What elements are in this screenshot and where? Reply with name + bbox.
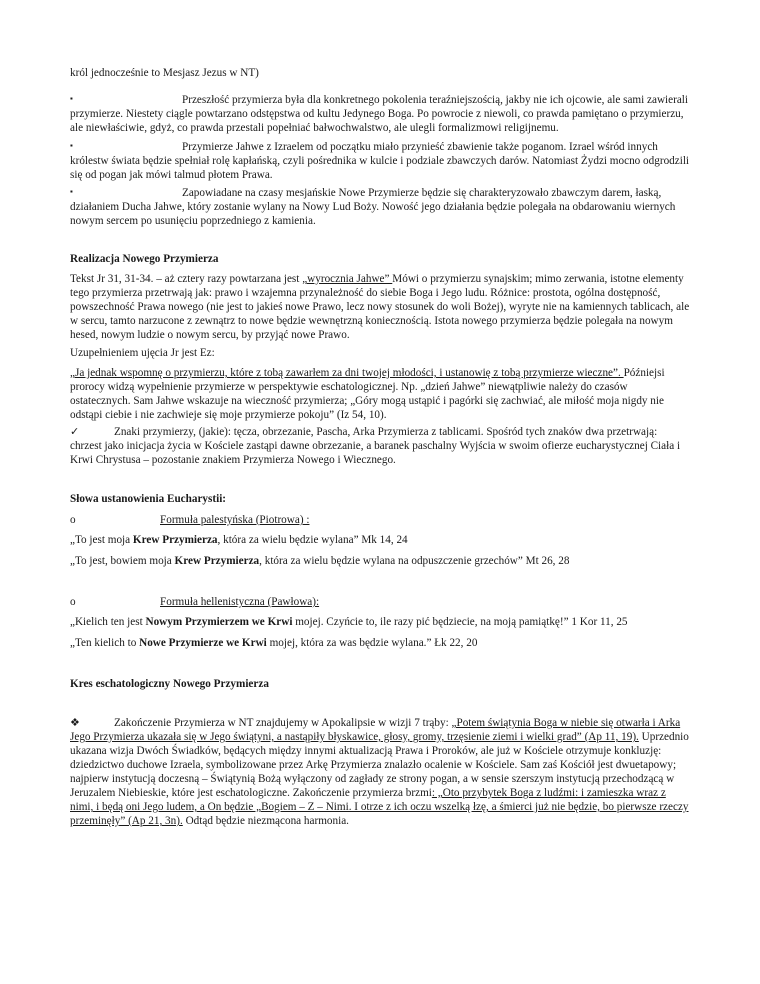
paragraph-signs: ✓ Znaki przymierzy, (jakie): tęcza, obrzezanie, Pascha, Arka Przymierza z tablicami. Spośród tych znaków dwa przetrwają: chrzest jako inicjacja życia w Kościele zastąpi dawne obrzezanie, a baranek paschalny Wyjścia w swoim ofierze eucharystycznej Ciała i Krwi Chrystusa – pozostanie znakiem Przymierza Nowego i Wiecznego. — [70, 426, 681, 466]
square-bullet-icon: ▪ — [70, 141, 73, 150]
bullet-paragraph-2: ▪ Przymierze Jahwe z Izraelem od początku miało przynieść zbawienie także poganom. Izrael wśród innych królestw świata będzie spełniał rolę kapłańską, czyli pośrednika w kulcie i podziale zbawczych darów. Natomiast Żydzi mocno odgrodzili się od pogan jak mówi talmud płotem Prawa. — [70, 141, 690, 181]
section-heading-realizacja: Realizacja Nowego Przymierza — [70, 253, 219, 265]
formula-palestinian: o Formuła palestyńska (Piotrowa) : — [70, 514, 310, 526]
paragraph-ez-intro: Uzupełnieniem ujęcia Jr jest Ez: — [70, 347, 215, 359]
quote-1kor: „Kielich ten jest Nowym Przymierzem we Krwi mojej. Czyńcie to, ile razy pić będziecie, na moją pamiątkę!” 1 Kor 11, 25 — [70, 616, 628, 628]
quote-mt: „To jest, bowiem moja Krew Przymierza, która za wielu będzie wylana na odpuszczenie grzechów” Mt 26, 28 — [70, 555, 570, 567]
paragraph-ez-quote: „Ja jednak wspomnę o przymierzu, które z tobą zawarłem za dni twojej młodości, i ustanowię z tobą przymierze wieczne”. Późniejsi prorocy widzą wypełnienie przymierze w perspektywie eschatologicznej. Np. „dzień Jahwe” niewątpliwie należy do czasów ostatecznych. Sam Jahwe wskazuje na wieczność przymierza; „Góry mogą ustąpić i pagórki się zachwiać, ale miłość moja nigdy nie odstąpi ciebie i nie zachwieje się moje przymierze pokoju” (Iz 54, 10). — [70, 367, 665, 421]
section-heading-kres: Kres eschatologiczny Nowego Przymierza — [70, 678, 269, 690]
diamond-bullet-icon: ❖ — [70, 717, 81, 729]
bullet-paragraph-3: ▪ Zapowiadane na czasy mesjańskie Nowe Przymierze będzie się charakteryzowało zbawczym darem, łaską, działaniem Ducha Jahwe, który zostanie wylany na Nowy Lud Boży. Nowość jego działania będzie polegała na obdarowaniu wiernych nowym sercem po usunięciu poprzedniego z kamienia. — [70, 187, 676, 227]
bullet-paragraph-1: ▪ Przeszłość przymierza była dla konkretnego pokolenia teraźniejszością, jakby nie ich ojcowie, ale sami zawierali przymierze. Niestety ciągle powtarzano odstępstwa od kultu Jedynego Boga. Po powrocie z niewoli, co prawda pamiętano o przymierzu, ale niewłaściwie, gdyż, co prawda przestali popełniać bałwochwalstwo, ale ulegli formalizmowi religijnemu. — [70, 94, 689, 134]
checkmark-icon: ✓ — [70, 426, 80, 438]
circle-bullet-icon: o — [70, 596, 76, 608]
intro-line: król jednocześnie to Mesjasz Jezus w NT) — [70, 67, 259, 79]
square-bullet-icon: ▪ — [70, 187, 73, 196]
quote-mk: „To jest moja Krew Przymierza, która za wielu będzie wylana” Mk 14, 24 — [70, 534, 408, 546]
formula-hellenistic: o Formuła hellenistyczna (Pawłowa): — [70, 596, 320, 608]
circle-bullet-icon: o — [70, 514, 76, 526]
section-heading-eucharystia: Słowa ustanowienia Eucharystii: — [70, 493, 227, 505]
square-bullet-icon: ▪ — [70, 94, 73, 103]
quote-lk: „Ten kielich to Nowe Przymierze we Krwi mojej, która za was będzie wylana.” Łk 22, 20 — [70, 637, 478, 649]
paragraph-apocalypse: ❖ Zakończenie Przymierza w NT znajdujemy w Apokalipsie w wizji 7 trąby: „Potem świątynia Boga w niebie się otwarła i Arka Jego Przymierza ukazała się w Jego świątyni, a nastąpiły błyskawice, głosy, gromy, trzęsienie ziemi i wielki grad” (Ap 11, 19). Uprzednio ukazana wizja Dwóch Świadków, będących między innymi aktualizacją Prawa i Proroków, ale już w Kościele otrzymuje konkluzję: dziedzictwo duchowe Izraela, symbolizowane przez Arkę Przymierza znalazło ocalenie w Kościele. Sam zaś Kościół jest dwuetapowy; najpierw instytucją doczesną – Świątynią Bożą wyłączony od zagłady ze strony pogan, a w sensie szerszym instytucją przechodzącą w Jeruzalem Niebieskie, które jest eschatologiczne. Zakończenie przymierza brzmi: „Oto przybytek Boga z ludźmi: i zamieszka wraz z nimi, i będą oni Jego ludem, a On będzie „Bogiem – Z – Nimi. I otrze z ich oczu wszelką łzę, a śmierci już nie będzie, bo pierwsze rzeczy przeminęły” (Ap 21, 3n). Odtąd będzie niezmącona harmonia. — [70, 717, 689, 827]
paragraph-jr: Tekst Jr 31, 31-34. – aż cztery razy powtarzana jest „wyrocznia Jahwe” Mówi o przymierzu synajskim; mimo zerwania, istotne elementy tego przymierza przetrwają jak: prawo i wzajemna przynależność do siebie Boga i Jego ludu. Różnice: prostota, ogólna dostępność, powszechność Prawa nowego (nie jest to jakieś nowe Prawo, lecz nowy stosunek do woli Bożej), wyryte nie na kamiennych tablicach, ale w sercu, tamto narzucone z zewnątrz to nowe będzie wewnętrzną koniecznością. Istota nowego przymierza będzie polegała na nowym hesed, nowym ludzie o nowym sercu, by przyjąć nowe Prawo. — [70, 273, 690, 341]
